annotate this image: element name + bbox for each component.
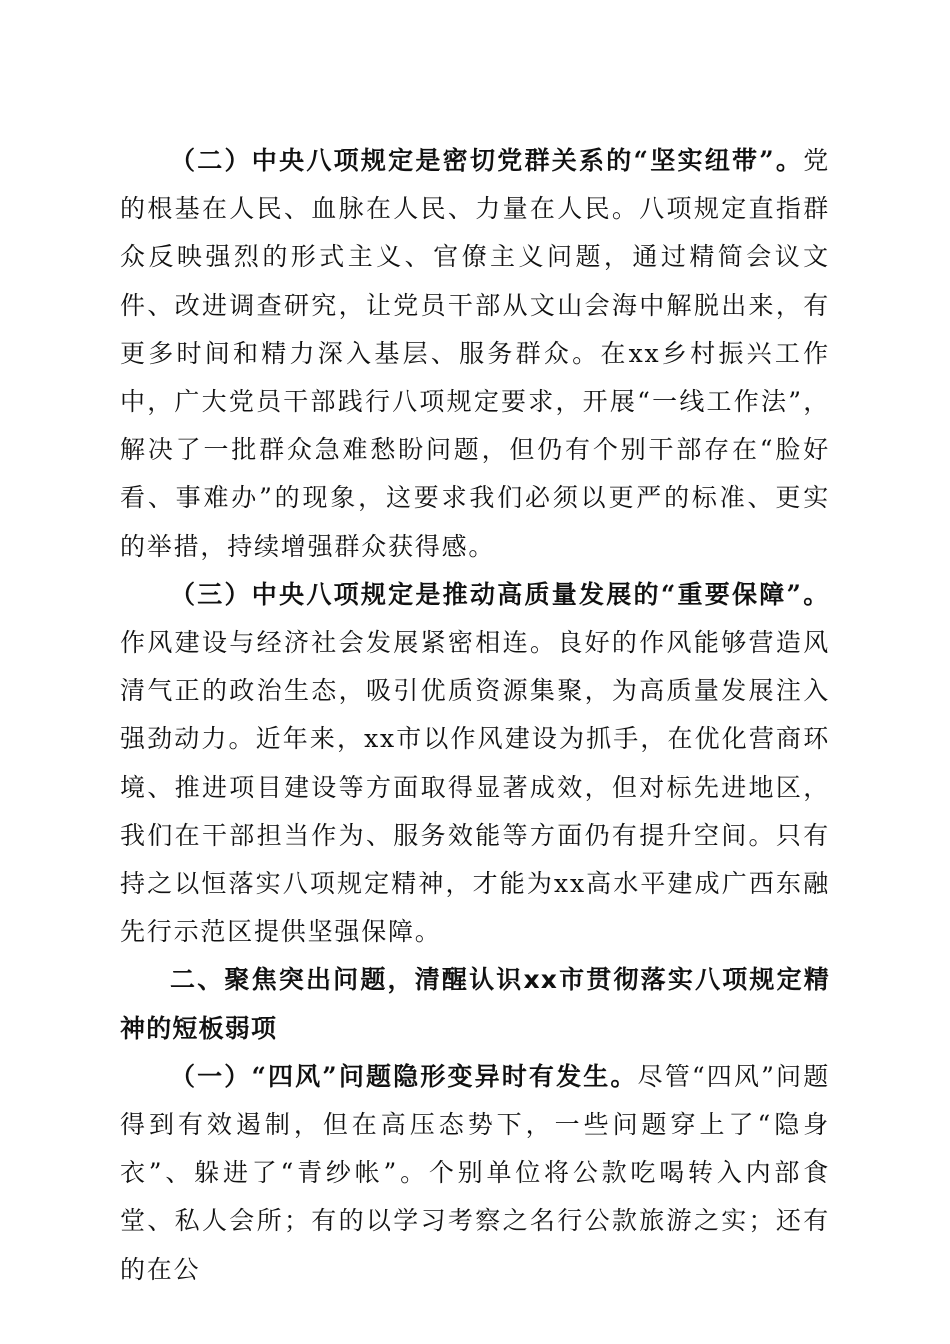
- paragraph-2-body: 党的根基在人民、血脉在人民、力量在人民。八项规定直指群众反映强烈的形式主义、官僚主义问题，通过精简会议文件、改进调查研究，让党员干部从文山会海中解脱出来，有更多时间和精力深入基层、服务群众。在xx乡村振兴工作中，广大党员干部践行八项规定要求，开展“一线工作法”，解决了一批群众急难愁盼问题，但仍有个别干部存在“脸好看、事难办”的现象，这要求我们必须以更严的标准、更实的举措，持续增强群众获得感。: [120, 146, 830, 561]
- paragraph-3-lead: （三）中央八项规定是推动高质量发展的“重要保障”。: [170, 579, 830, 609]
- section-paragraph-1-lead: （一）“四风”问题隐形变异时有发生。: [170, 1061, 638, 1091]
- document-body: [120, 137, 830, 1294]
- paragraph-3: [120, 571, 830, 957]
- paragraph-2: [120, 137, 830, 571]
- section-heading: 二、聚焦突出问题，清醒认识xx市贯彻落实八项规定精神的短板弱项: [120, 965, 830, 1043]
- section-paragraph-1: [120, 1053, 830, 1294]
- section-paragraph-1-body: 尽管“四风”问题得到有效遏制，但在高压态势下，一些问题穿上了“隐身衣”、躲进了“青纱帐”。个别单位将公款吃喝转入内部食堂、私人会所；有的以学习考察之名行公款旅游之实；还有的在公: [120, 1061, 830, 1284]
- paragraph-2-lead: （二）中央八项规定是密切党群关系的“坚实纽带”。: [170, 146, 804, 175]
- paragraph-3-body: 作风建设与经济社会发展紧密相连。良好的作风能够营造风清气正的政治生态，吸引优质资源集聚，为高质量发展注入强劲动力。近年来，xx市以作风建设为抓手，在优化营商环境、推进项目建设等方面取得显著成效，但对标先进地区，我们在干部担当作为、服务效能等方面仍有提升空间。只有持之以恒落实八项规定精神，才能为xx高水平建成广西东融先行示范区提供坚强保障。: [120, 628, 830, 947]
